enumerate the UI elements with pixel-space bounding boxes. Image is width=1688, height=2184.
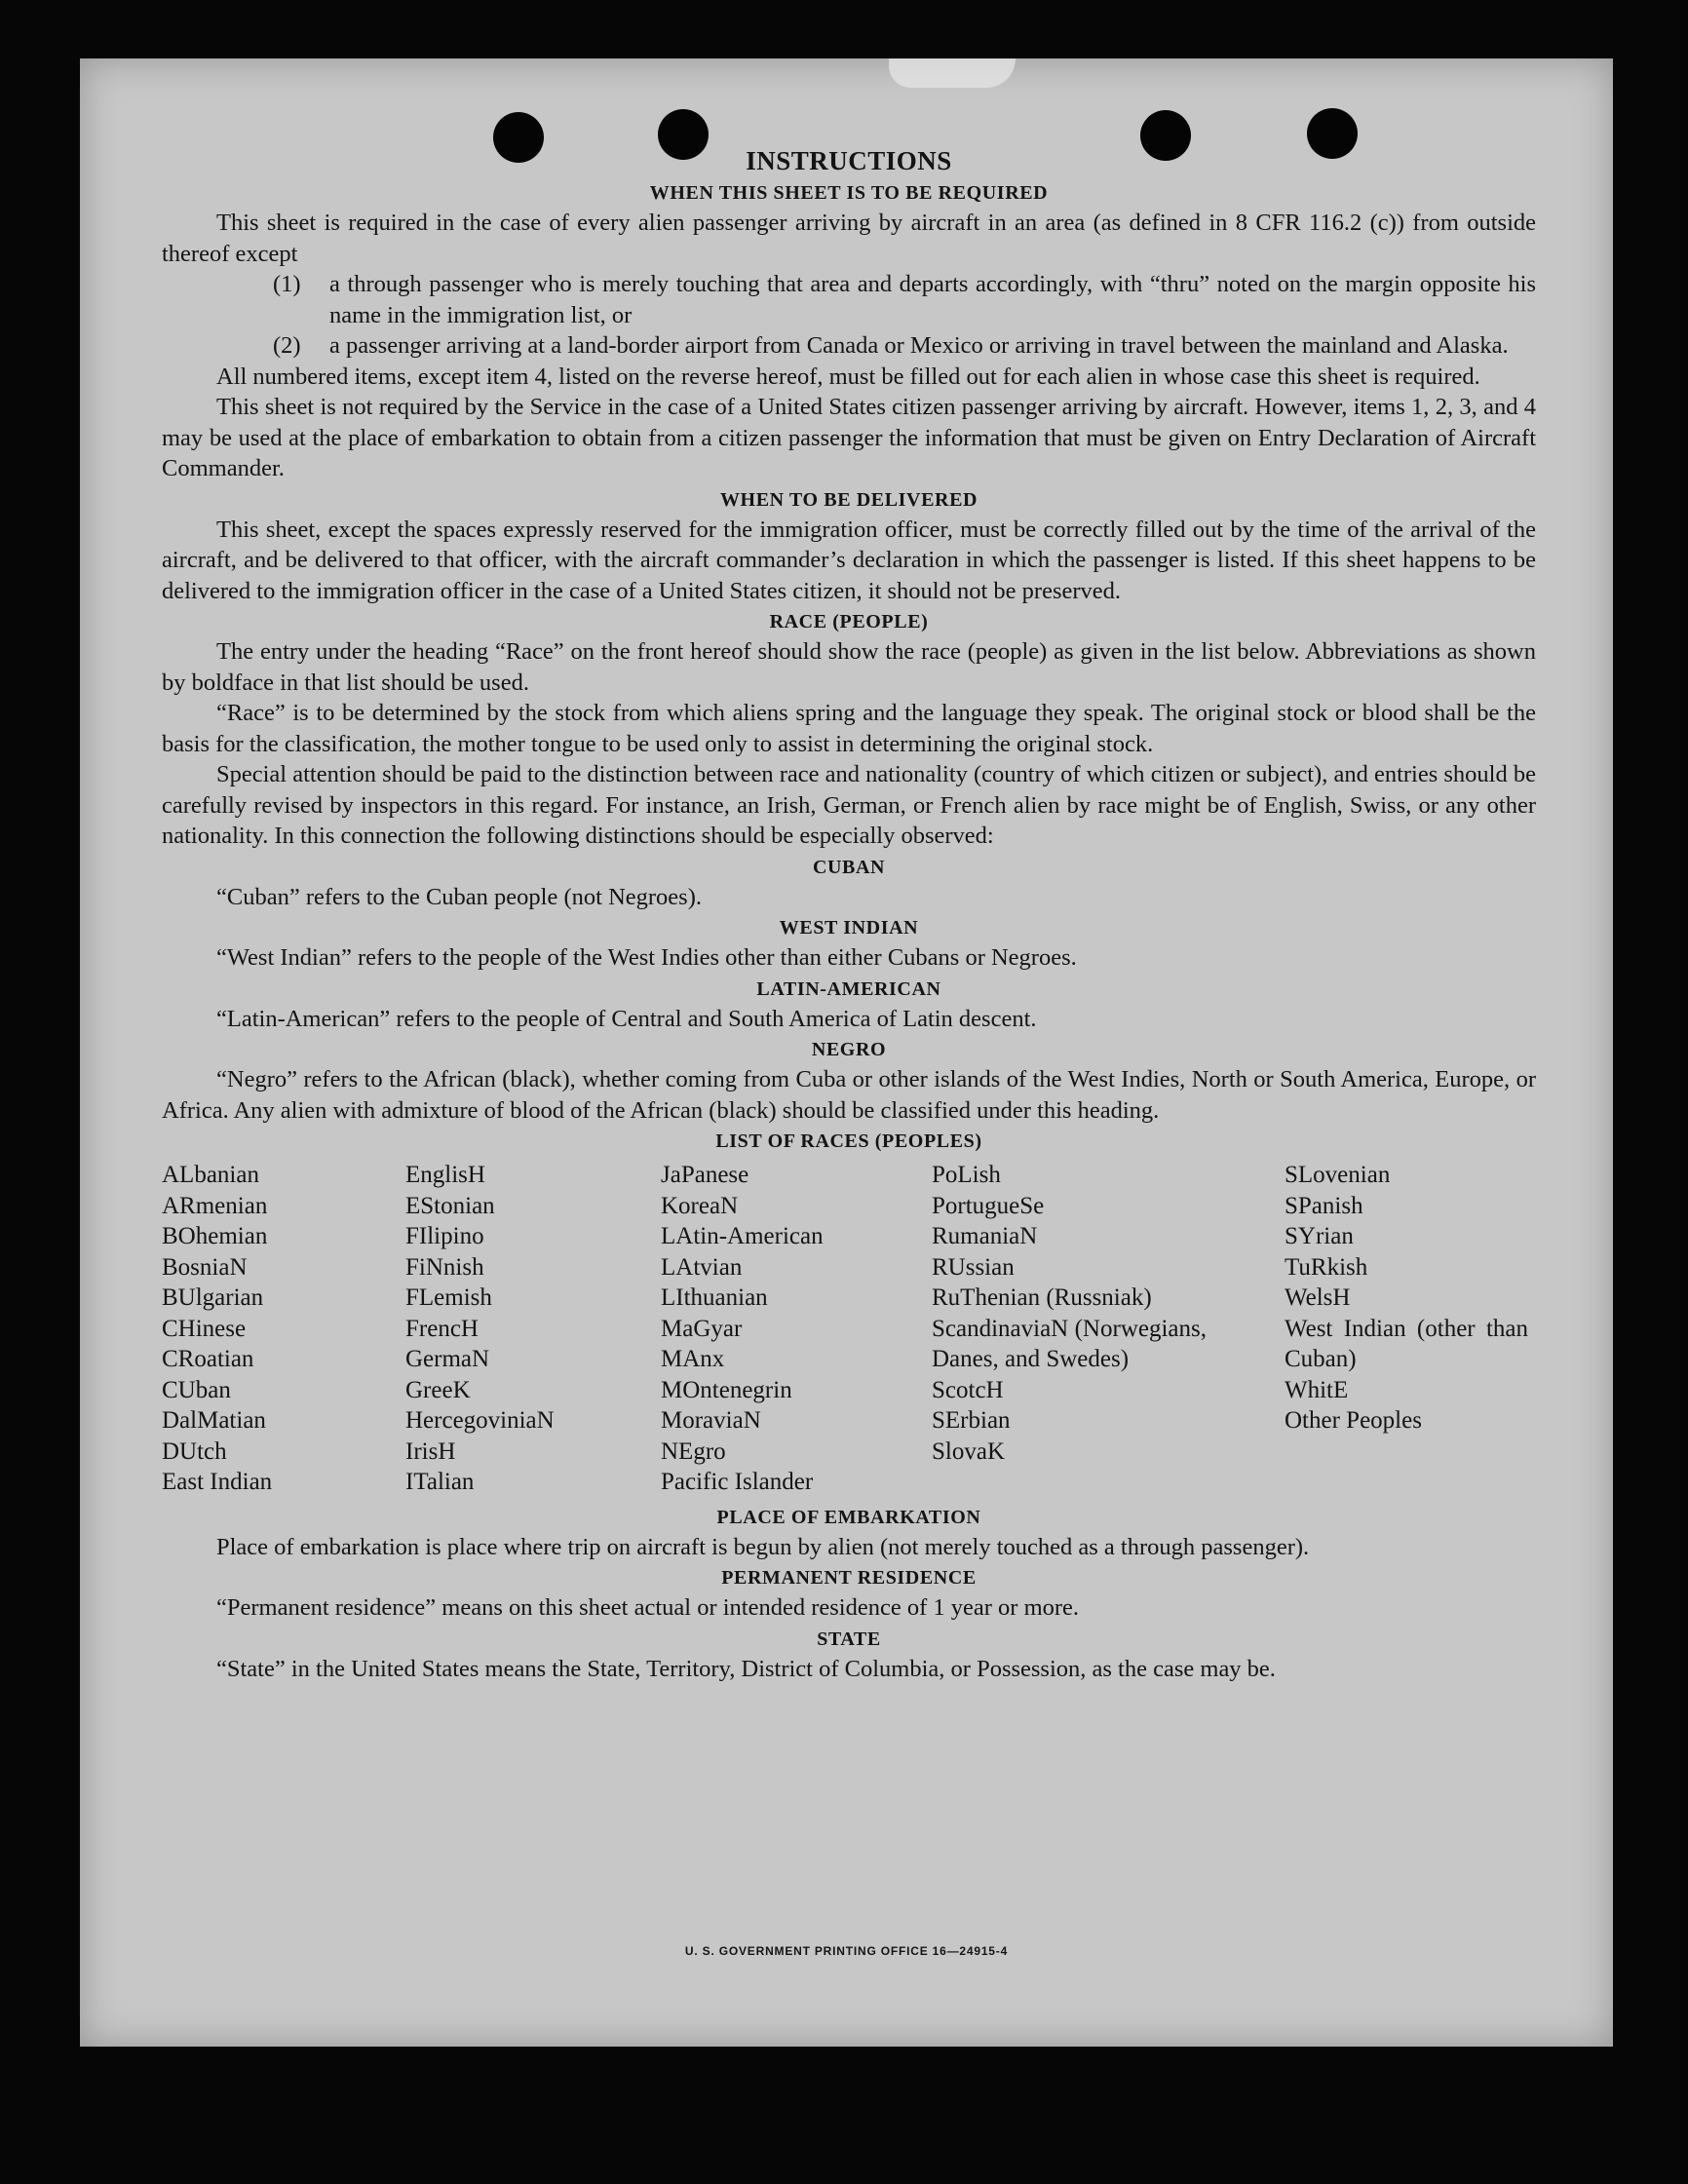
race-entry: RuThenian (Russniak) (932, 1284, 1152, 1311)
race-entry: TuRkish (1285, 1253, 1368, 1281)
race-list (162, 1160, 1536, 1498)
heading-state: STATE (817, 1628, 881, 1650)
race-entry: DUtch (162, 1437, 227, 1465)
item-text: a through passenger who is merely touching that area and departs accordingly, with “thru” noted on the margin opposite his name in the immigration list, or (329, 271, 1536, 328)
race-entry: ScandinaviaN (Norwegians, Danes, and Swedes) (932, 1315, 1207, 1372)
race-entry: RUssian (932, 1253, 1015, 1281)
race-entry: JaPanese (661, 1162, 749, 1188)
race-entry: FLemish (405, 1284, 492, 1311)
race-entry: SLovenian (1285, 1162, 1391, 1188)
race-entry: FiNnish (405, 1253, 484, 1281)
race-column (405, 1160, 661, 1498)
race-entry: PoLish (932, 1162, 1001, 1188)
race-entry: SPanish (1285, 1192, 1363, 1219)
paper-tear (889, 58, 1016, 88)
race-entry: SYrian (1285, 1223, 1354, 1249)
paragraph: This sheet is not required by the Service in the case of a United States citizen passenger arriving by aircraft. However, items 1, 2, 3, and 4 may be used at the place of embarkation to obtain from a citizen passenger the information that must be given on Entry Declaration of Aircraft Commander. (162, 394, 1536, 481)
race-entry: WhitE (1285, 1376, 1349, 1403)
paragraph: The entry under the heading “Race” on the front hereof should show the race (people) as given in the list below. Abbreviations as shown by boldface in that list should be used. (162, 638, 1536, 696)
heading-latin-american: LATIN-AMERICAN (756, 977, 941, 1000)
item-text: a passenger arriving at a land-border airport from Canada or Mexico or arriving in travel between the mainland and Alaska. (329, 332, 1509, 359)
list-item (162, 330, 1536, 362)
heading-list-of-races: LIST OF RACES (PEOPLES) (715, 1130, 982, 1152)
printer-footer: U. S. GOVERNMENT PRINTING OFFICE 16—24915-4 (684, 1944, 1009, 1958)
race-entry: CUban (162, 1376, 231, 1403)
race-entry: MAnx (661, 1346, 725, 1372)
race-entry: CRoatian (162, 1346, 254, 1372)
race-entry: FIlipino (405, 1223, 484, 1249)
race-entry: EnglisH (405, 1162, 485, 1188)
race-entry: PortugueSe (932, 1192, 1045, 1219)
paragraph: “Negro” refers to the African (black), whether coming from Cuba or other islands of the West Indies, North or South America, Europe, or Africa. Any alien with admixture of blood of the African (black) should be classified under this heading. (162, 1066, 1536, 1124)
race-entry: MOntenegrin (661, 1376, 792, 1403)
paragraph: “Permanent residence” means on this sheet actual or intended residence of 1 year or more. (216, 1594, 1080, 1621)
race-column (661, 1160, 932, 1498)
race-entry: EStonian (405, 1192, 495, 1219)
race-entry: West Indian (other than Cuban) (1285, 1315, 1528, 1372)
paragraph: Place of embarkation is place where trip on aircraft is begun by alien (not merely touched as a through passenger). (216, 1533, 1310, 1560)
race-entry: NEgro (661, 1437, 726, 1465)
paragraph: “West Indian” refers to the people of the West Indies other than either Cubans or Negroes. (216, 944, 1077, 971)
race-entry: ARmenian (162, 1192, 268, 1219)
race-entry: LIthuanian (661, 1284, 768, 1311)
document-sheet (80, 58, 1613, 2047)
item-number: (2) (273, 332, 301, 359)
race-entry: HercegoviniaN (405, 1407, 555, 1434)
race-entry: MoraviaN (661, 1407, 761, 1434)
race-entry: KoreaN (661, 1192, 739, 1219)
race-entry: SlovaK (932, 1437, 1005, 1465)
race-entry: SErbian (932, 1407, 1011, 1434)
race-entry: GermaN (405, 1346, 490, 1372)
race-entry: RumaniaN (932, 1223, 1038, 1249)
race-entry: ScotcH (932, 1376, 1004, 1403)
paragraph: All numbered items, except item 4, listed on the reverse hereof, must be filled out for each alien in whose case this sheet is required. (216, 363, 1480, 390)
list-item (162, 269, 1536, 330)
race-entry: CHinese (162, 1315, 247, 1342)
race-entry: Other Peoples (1285, 1407, 1422, 1434)
paragraph: “Latin-American” refers to the people of Central and South America of Latin descent. (216, 1005, 1037, 1032)
race-entry: BosniaN (162, 1253, 248, 1281)
race-entry: GreeK (405, 1376, 471, 1403)
item-number: (1) (273, 271, 301, 297)
race-entry: East Indian (162, 1469, 273, 1495)
race-entry: DalMatian (162, 1407, 266, 1434)
instructions-content (162, 144, 1536, 1684)
heading-residence: PERMANENT RESIDENCE (721, 1567, 977, 1589)
paragraph: Special attention should be paid to the distinction between race and nationality (country of which citizen or subject), and entries should be carefully revised by inspectors in this regard. For instance, an Irish, German, or French alien by race might be of English, Swiss, or any other nationality. In this connection the following distinctions should be especially observed: (162, 761, 1536, 849)
paragraph: “State” in the United States means the State, Territory, District of Columbia, or Possession, as the case may be. (216, 1655, 1276, 1682)
paragraph: “Race” is to be determined by the stock from which aliens spring and the language they speak. The original stock or blood shall be the basis for the classification, the mother tongue to be used only to assist in determining the original stock. (162, 700, 1536, 757)
race-column (932, 1160, 1285, 1498)
race-entry: WelsH (1285, 1284, 1351, 1311)
race-entry: LAtin-American (661, 1223, 824, 1249)
heading-when-delivered: WHEN TO BE DELIVERED (719, 488, 978, 511)
heading-when-required: WHEN THIS SHEET IS TO BE REQUIRED (649, 182, 1049, 204)
race-entry: Pacific Islander (661, 1469, 814, 1495)
race-entry: FrencH (405, 1315, 479, 1342)
race-entry: ALbanian (162, 1162, 259, 1188)
race-entry: ITalian (405, 1469, 475, 1495)
race-entry: BUlgarian (162, 1284, 264, 1311)
heading-embarkation: PLACE OF EMBARKATION (716, 1506, 981, 1528)
heading-west-indian: WEST INDIAN (779, 917, 919, 939)
heading-race: RACE (PEOPLE) (769, 611, 929, 632)
race-entry: LAtvian (661, 1253, 743, 1281)
heading-cuban: CUBAN (812, 856, 886, 878)
race-entry: BOhemian (162, 1223, 268, 1249)
page-title: INSTRUCTIONS (746, 146, 952, 175)
paragraph: “Cuban” refers to the Cuban people (not Negroes). (216, 883, 702, 910)
heading-negro: NEGRO (811, 1039, 887, 1060)
paragraph: This sheet is required in the case of every alien passenger arriving by aircraft in an area (as defined in 8 CFR 116.2 (c)) from outside thereof except (162, 210, 1536, 267)
paragraph: This sheet, except the spaces expressly reserved for the immigration officer, must be correctly filled out by the time of the arrival of the aircraft, and be delivered to that officer, with the aircraft commander’s declaration in which the passenger is listed. If this sheet happens to be delivered to the immigration officer in the case of a United States citizen, it should not be preserved. (162, 516, 1536, 604)
race-column (162, 1160, 405, 1498)
race-entry: MaGyar (661, 1315, 743, 1342)
race-entry: IrisH (405, 1437, 456, 1465)
race-column (1285, 1160, 1528, 1498)
